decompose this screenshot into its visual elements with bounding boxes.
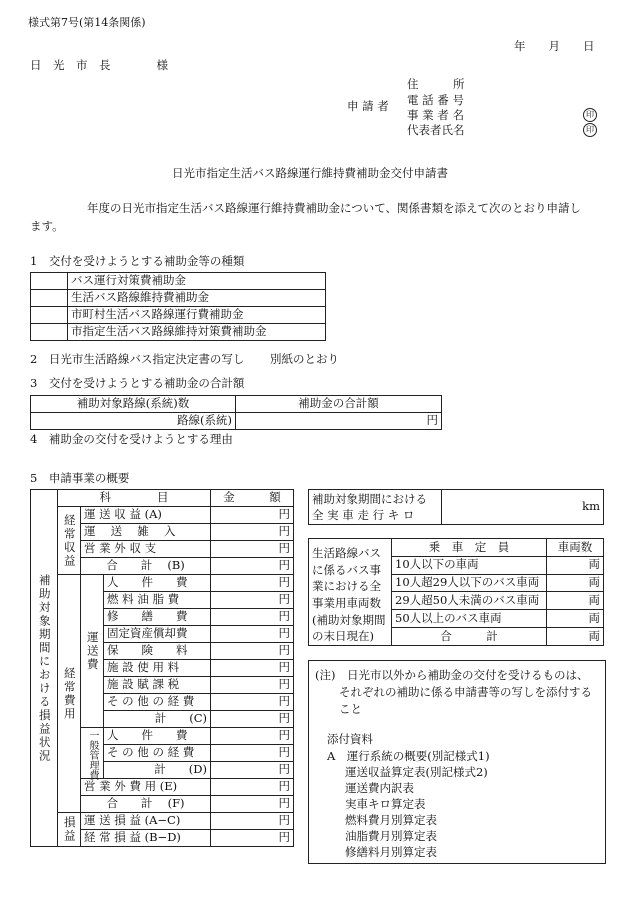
table-row [31, 290, 326, 307]
vehicle-count-cell[interactable]: 両 [547, 556, 604, 574]
table-row [31, 490, 294, 507]
note-line: こと [339, 702, 362, 716]
section-3-heading: 3 交付を受けようとする補助金の合計額 [30, 376, 245, 390]
seal-mark: 印 [583, 108, 597, 122]
subsidy-type: 市指定生活バス路線維持対策費補助金 [68, 324, 326, 341]
total-amount-value[interactable]: 円 [236, 413, 442, 430]
amount-cell[interactable]: 円 [211, 694, 294, 711]
vehicle-count-cell[interactable]: 両 [547, 628, 604, 646]
capacity-label: 29人超50人未満のバス車両 [392, 592, 547, 610]
amount-cell[interactable]: 円 [211, 643, 294, 660]
amount-cell[interactable]: 円 [211, 762, 294, 779]
item-label: 修 繕 費 [104, 609, 211, 626]
item-label: 施 設 使 用 料 [104, 660, 211, 677]
vehicle-count-cell[interactable]: 両 [547, 592, 604, 610]
table-row [31, 575, 294, 592]
applicant-phone-label: 電 話 番 号 [407, 93, 464, 107]
item-label: 合 計 (F) [81, 796, 211, 813]
item-label: 合 計 (B) [81, 558, 211, 575]
capacity-label: 50人以上のバス車両 [392, 610, 547, 628]
item-label: 運 送 損 益 (A−C) [81, 813, 211, 830]
section-5-heading: 5 申請事業の概要 [30, 471, 130, 485]
checkbox-cell[interactable] [31, 324, 68, 341]
item-label: 燃 料 油 脂 費 [104, 592, 211, 609]
intro-text-cont: ます。 [30, 219, 64, 233]
amount-cell[interactable]: 円 [211, 711, 294, 728]
item-label: そ の 他 の 経 費 [104, 694, 211, 711]
amount-cell[interactable]: 円 [211, 541, 294, 558]
applicant-label: 申 請 者 [347, 99, 389, 113]
vehicle-count-cell[interactable]: 両 [547, 610, 604, 628]
section-1-heading: 1 交付を受けようとする補助金等の種類 [30, 254, 245, 268]
vehicle-label-line: の末日現在) [312, 629, 374, 644]
form-number: 様式第7号(第14条関係) [28, 16, 146, 29]
total-amount-header: 補助金の合計額 [236, 396, 442, 413]
vehicle-label-line: 生活路線バス [312, 546, 381, 560]
checkbox-cell[interactable] [31, 273, 68, 290]
item-header: 科 目 [58, 490, 211, 507]
capacity-label: 10人超29人以下のバス車両 [392, 574, 547, 592]
profit-loss-table [30, 489, 294, 847]
amount-cell[interactable]: 円 [211, 609, 294, 626]
item-label: 施 設 賦 課 税 [104, 677, 211, 694]
income-group-label: 経常収益 [58, 507, 81, 575]
table-row [31, 507, 294, 524]
amount-cell[interactable]: 円 [211, 660, 294, 677]
checkbox-cell[interactable] [31, 307, 68, 324]
attachment-item: 燃料費月別算定表 [345, 813, 437, 827]
table-row [31, 413, 442, 430]
amount-cell[interactable]: 円 [211, 779, 294, 796]
capacity-total-label: 合 計 [392, 628, 547, 646]
mileage-label-line: 全 実 車 走 行 キ ロ [312, 508, 415, 522]
attachment-item: 運送費内訳表 [345, 781, 414, 795]
subsidy-type: 市町村生活バス路線運行費補助金 [68, 307, 326, 324]
item-label: そ の 他 の 経 費 [104, 745, 211, 762]
table-row [31, 396, 442, 413]
seal-mark: 印 [583, 123, 597, 137]
capacity-label: 10人以下の車両 [392, 556, 547, 574]
section-2-note: 別紙のとおり [270, 352, 339, 366]
side-label: 補助対象期間における損益状況 [31, 490, 58, 847]
vehicle-count-cell[interactable]: 両 [547, 574, 604, 592]
applicant-company-label: 事 業 者 名 [407, 108, 464, 122]
item-label: 人 件 費 [104, 575, 211, 592]
route-count-header: 補助対象路線(系統)数 [31, 396, 236, 413]
amount-cell[interactable]: 円 [211, 796, 294, 813]
intro-text: 年度の日光市指定生活バス路線運行維持費補助金について、関係書類を添えて次のとおり申請し [87, 201, 582, 215]
amount-cell[interactable]: 円 [211, 592, 294, 609]
vehicle-label-line: 業における全 [312, 579, 381, 594]
cost-group-label: 経常費用 [58, 575, 81, 813]
vehicle-label-line: (補助対象期間 [312, 612, 386, 627]
item-label: 営 業 外 費 用 (E) [81, 779, 211, 796]
note-line: それぞれの補助に係る申請書等の写しを添付する [339, 685, 592, 699]
vehicle-label-line: 事業用車両数 [312, 596, 381, 611]
item-label: 運 送 収 益 (A) [81, 507, 211, 524]
item-label: 運 送 雑 入 [81, 524, 211, 541]
transport-group-label: 運送費 [81, 575, 104, 728]
vehicle-count-header: 車両数 [547, 539, 604, 557]
vehicle-label-line: に係るバス事 [312, 562, 381, 577]
amount-cell[interactable]: 円 [211, 677, 294, 694]
applicant-rep-label: 代表者氏名 [407, 123, 465, 137]
subsidy-type-table [30, 272, 326, 341]
amount-header: 金 額 [211, 490, 294, 507]
vehicle-count-table [308, 538, 604, 646]
amount-cell[interactable]: 円 [211, 524, 294, 541]
addressee: 日 光 市 長 様 [30, 58, 168, 72]
mileage-table [308, 489, 604, 525]
notes-box [308, 660, 606, 864]
table-row [309, 539, 604, 557]
item-label: 営 業 外 収 支 [81, 541, 211, 558]
table-row [31, 307, 326, 324]
date-line: 年 月 日 [514, 39, 595, 53]
item-label: 固定資産償却費 [104, 626, 211, 643]
amount-cell[interactable]: 円 [211, 728, 294, 745]
attachment-a: A 運行系統の概要(別記様式1) [327, 749, 490, 763]
subsidy-type: バス運行対策費補助金 [68, 273, 326, 290]
checkbox-cell[interactable] [31, 290, 68, 307]
applicant-address-label: 住 所 [407, 77, 465, 91]
subsidy-type: 生活バス路線維持費補助金 [68, 290, 326, 307]
mileage-value[interactable]: km [442, 490, 604, 525]
attachment-item: 実車キロ算定表 [345, 797, 426, 811]
amount-cell[interactable]: 円 [211, 830, 294, 847]
attachment-item: 油脂費月別算定表 [345, 829, 437, 843]
vehicle-label [309, 539, 392, 646]
table-row [309, 490, 604, 525]
admin-group-label: 一般管理費 [81, 728, 104, 779]
item-label: 人 件 費 [104, 728, 211, 745]
amount-cell[interactable]: 円 [211, 745, 294, 762]
item-label: 計 (C) [104, 711, 211, 728]
note-line: (注) 日光市以外から補助金の交付を受けるものは、 [315, 668, 589, 682]
amount-cell[interactable]: 円 [211, 575, 294, 592]
document-title: 日光市指定生活バス路線運行維持費補助金交付申請書 [172, 166, 448, 180]
total-amount-table [30, 395, 442, 430]
attachment-item: 修繕料月別算定表 [345, 845, 437, 859]
section-4-heading: 4 補助金の交付を受けようとする理由 [30, 432, 233, 446]
amount-cell[interactable]: 円 [211, 507, 294, 524]
table-row [31, 324, 326, 341]
route-count-value[interactable]: 路線(系統) [31, 413, 236, 430]
item-label: 保 険 料 [104, 643, 211, 660]
table-row [31, 273, 326, 290]
loss-group-label: 損益 [58, 813, 81, 847]
amount-cell[interactable]: 円 [211, 626, 294, 643]
mileage-label [309, 490, 442, 525]
mileage-label-line: 補助対象期間における [312, 491, 427, 506]
amount-cell[interactable]: 円 [211, 813, 294, 830]
attachment-item: 運送収益算定表(別記様式2) [345, 765, 488, 779]
attachment-title: 添付資料 [327, 732, 373, 746]
section-2-heading: 2 日光市生活路線バス指定決定書の写し [30, 352, 245, 366]
capacity-header: 乗 車 定 員 [392, 539, 547, 557]
item-label: 経 常 損 益 (B−D) [81, 830, 211, 847]
item-label: 計 (D) [104, 762, 211, 779]
amount-cell[interactable]: 円 [211, 558, 294, 575]
table-row [31, 813, 294, 830]
